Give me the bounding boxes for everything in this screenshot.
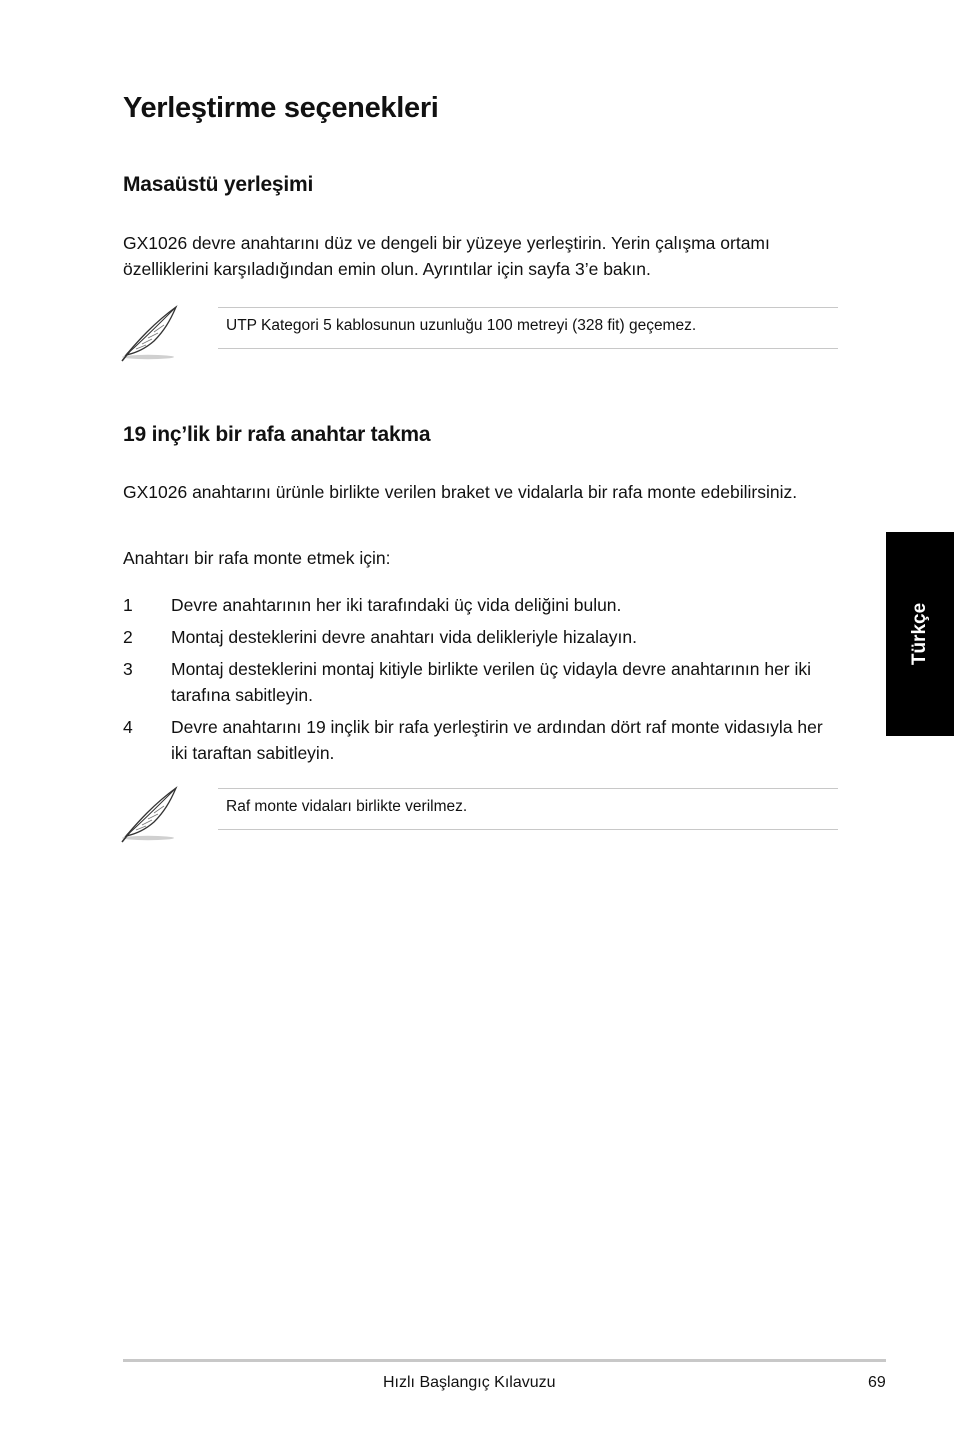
list-item: 3 Montaj desteklerini montaj kitiyle birlikte verilen üç vidayla devre anahtarının her iki tarafına sabitleyin.	[123, 659, 812, 705]
language-tab-label: Türkçe	[909, 602, 930, 666]
section-heading-desktop: Masaüstü yerleşimi	[123, 173, 314, 196]
section-heading-rack: 19 inç’lik bir rafa anahtar takma	[123, 423, 431, 446]
rack-steps-list	[123, 592, 838, 772]
page-number: 69	[868, 1374, 886, 1391]
note-desktop	[120, 305, 840, 367]
note-box	[218, 307, 838, 349]
rack-intro: Anahtarı bir rafa monte etmek için:	[123, 548, 391, 568]
list-item: 1 Devre anahtarının her iki tarafındaki üç vida deliğini bulun.	[123, 595, 622, 615]
note-box	[218, 788, 838, 830]
note-text: Raf monte vidaları birlikte verilmez.	[226, 798, 468, 815]
footer-divider	[123, 1359, 886, 1362]
desktop-paragraph: GX1026 devre anahtarını düz ve dengeli bir yüzeye yerleştirin. Yerin çalışma ortamı özelliklerini karşıladığından emin olun. Ayrıntılar için sayfa 3’e bakın.	[123, 233, 770, 279]
language-side-tab	[886, 532, 954, 736]
feather-quill-icon	[120, 305, 182, 367]
note-text: UTP Kategori 5 kablosunun uzunluğu 100 metreyi (328 fit) geçemez.	[226, 317, 697, 334]
note-rack	[120, 786, 840, 848]
list-item: 4 Devre anahtarını 19 inçlik bir rafa yerleştirin ve ardından dört raf monte vidasıyla her iki taraftan sabitleyin.	[123, 717, 823, 763]
page-title: Yerleştirme seçenekleri	[123, 92, 439, 124]
feather-quill-icon	[120, 786, 182, 848]
footer-title: Hızlı Başlangıç Kılavuzu	[383, 1374, 556, 1391]
rack-paragraph: GX1026 anahtarını ürünle birlikte verilen braket ve vidalarla bir rafa monte edebilirsiniz.	[123, 482, 798, 502]
list-item: 2 Montaj desteklerini devre anahtarı vida delikleriyle hizalayın.	[123, 627, 637, 647]
